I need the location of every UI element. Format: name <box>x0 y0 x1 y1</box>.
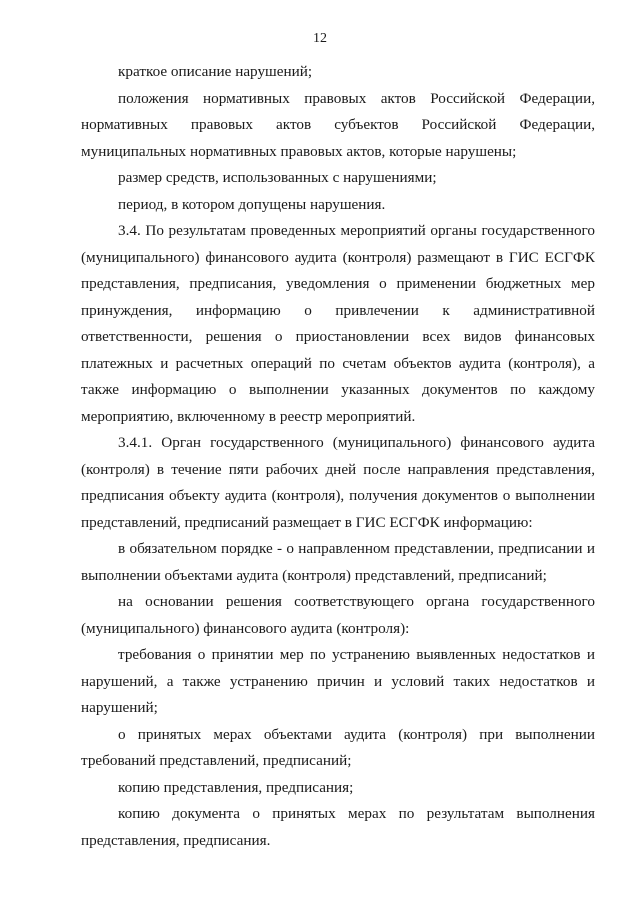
document-body <box>81 59 595 854</box>
paragraph-section-3-4-1: 3.4.1. Орган государственного (муниципального) финансового аудита (контроля) в течение пяти рабочих дней после направления представления, предписания объекту аудита (контроля), получения документов о выполнении представлений, предписаний размещает в ГИС ЕСГФК информацию: <box>81 434 595 531</box>
paragraph-by-decision: на основании решения соответствующего органа государственного (муниципального) финансового аудита (контроля): <box>81 593 595 637</box>
paragraph-violated-acts: положения нормативных правовых актов Российской Федерации, нормативных правовых актов субъектов Российской Федерации, муниципальных нормативных правовых актов, которые нарушены; <box>81 89 595 160</box>
paragraph-funds-amount: размер средств, использованных с нарушениями; <box>118 169 437 186</box>
paragraph-violations-summary: краткое описание нарушений; <box>118 63 313 80</box>
paragraph-copy-document: копию документа о принятых мерах по результатам выполнения представления, предписания. <box>81 805 595 849</box>
paragraph-measures-taken: о принятых мерах объектами аудита (контроля) при выполнении требований представлений, предписаний; <box>81 725 595 769</box>
paragraph-mandatory: в обязательном порядке - о направленном представлении, предписании и выполнении объектами аудита (контроля) представлений, предписаний; <box>81 540 595 584</box>
paragraph-copy-submission: копию представления, предписания; <box>118 778 354 796</box>
page-number: 12 <box>313 31 327 46</box>
paragraph-section-3-4: 3.4. По результатам проведенных мероприятий органы государственного (муниципального) финансового аудита (контроля) размещают в ГИС ЕСГФК представления, предписания, уведомления о применении бюджетных мер принуждения, информацию о привлечении к административной ответственности, решения о приостановлении всех видов финансовых платежных и расчетных операций по счетам объектов аудита (контроля), а также информацию о выполнении указанных документов по каждому мероприятию, включенному в реестр мероприятий. <box>81 222 595 425</box>
paragraph-requirements: требования о принятии мер по устранению выявленных недостатков и нарушений, а также устранению причин и условий таких недостатков и нарушений; <box>81 646 595 716</box>
paragraph-violation-period: период, в котором допущены нарушения. <box>118 195 386 213</box>
